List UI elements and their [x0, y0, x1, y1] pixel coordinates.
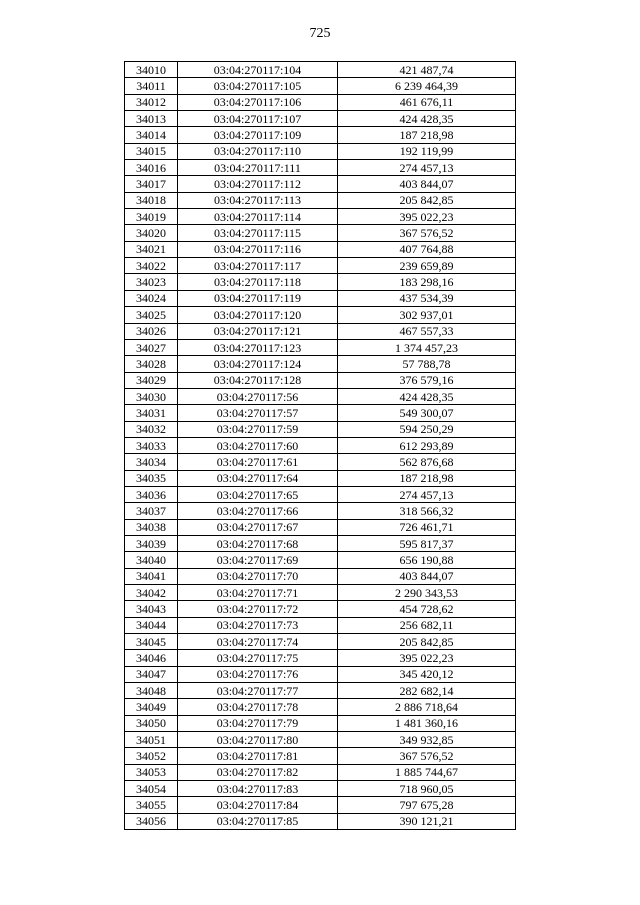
- cadastral-value-cell: 239 659,89: [338, 258, 516, 274]
- row-number-cell: 34035: [125, 470, 178, 486]
- cadastral-value-cell: 467 557,33: [338, 323, 516, 339]
- cadastral-value-cell: 403 844,07: [338, 176, 516, 192]
- cadastral-number-cell: 03:04:270117:85: [178, 813, 338, 829]
- cadastral-number-cell: 03:04:270117:61: [178, 454, 338, 470]
- cadastral-value-cell: 407 764,88: [338, 241, 516, 257]
- table-row: [125, 470, 516, 486]
- cadastral-number-cell: 03:04:270117:68: [178, 535, 338, 551]
- cadastral-number-cell: 03:04:270117:75: [178, 650, 338, 666]
- cadastral-number-cell: 03:04:270117:74: [178, 634, 338, 650]
- cadastral-value-cell: 349 932,85: [338, 732, 516, 748]
- table-row: [125, 797, 516, 813]
- cadastral-number-cell: 03:04:270117:124: [178, 356, 338, 372]
- row-number-cell: 34044: [125, 617, 178, 633]
- row-number-cell: 34016: [125, 160, 178, 176]
- cadastral-number-cell: 03:04:270117:117: [178, 258, 338, 274]
- table-row: [125, 699, 516, 715]
- cadastral-value-cell: 318 566,32: [338, 503, 516, 519]
- cadastral-number-cell: 03:04:270117:72: [178, 601, 338, 617]
- table-row: [125, 781, 516, 797]
- cadastral-value-table: [124, 61, 516, 830]
- cadastral-number-cell: 03:04:270117:59: [178, 421, 338, 437]
- row-number-cell: 34011: [125, 78, 178, 94]
- table-row: [125, 307, 516, 323]
- cadastral-number-cell: 03:04:270117:57: [178, 405, 338, 421]
- cadastral-value-cell: 1 481 360,16: [338, 715, 516, 731]
- row-number-cell: 34039: [125, 535, 178, 551]
- table-row: [125, 241, 516, 257]
- cadastral-value-cell: 454 728,62: [338, 601, 516, 617]
- row-number-cell: 34027: [125, 339, 178, 355]
- cadastral-number-cell: 03:04:270117:118: [178, 274, 338, 290]
- row-number-cell: 34033: [125, 437, 178, 453]
- row-number-cell: 34015: [125, 143, 178, 159]
- row-number-cell: 34049: [125, 699, 178, 715]
- table-row: [125, 405, 516, 421]
- cadastral-value-cell: 282 682,14: [338, 683, 516, 699]
- cadastral-value-cell: 2 886 718,64: [338, 699, 516, 715]
- row-number-cell: 34017: [125, 176, 178, 192]
- cadastral-number-cell: 03:04:270117:65: [178, 486, 338, 502]
- cadastral-number-cell: 03:04:270117:119: [178, 290, 338, 306]
- cadastral-number-cell: 03:04:270117:113: [178, 192, 338, 208]
- cadastral-value-cell: 390 121,21: [338, 813, 516, 829]
- cadastral-value-cell: 187 218,98: [338, 127, 516, 143]
- cadastral-number-cell: 03:04:270117:70: [178, 568, 338, 584]
- row-number-cell: 34048: [125, 683, 178, 699]
- row-number-cell: 34038: [125, 519, 178, 535]
- row-number-cell: 34032: [125, 421, 178, 437]
- cadastral-number-cell: 03:04:270117:123: [178, 339, 338, 355]
- cadastral-number-cell: 03:04:270117:121: [178, 323, 338, 339]
- table-row: [125, 519, 516, 535]
- row-number-cell: 34026: [125, 323, 178, 339]
- row-number-cell: 34028: [125, 356, 178, 372]
- row-number-cell: 34010: [125, 62, 178, 78]
- cadastral-number-cell: 03:04:270117:81: [178, 748, 338, 764]
- cadastral-value-cell: 205 842,85: [338, 192, 516, 208]
- table-row: [125, 568, 516, 584]
- table-row: [125, 94, 516, 110]
- cadastral-value-cell: 656 190,88: [338, 552, 516, 568]
- table-row: [125, 209, 516, 225]
- cadastral-value-cell: 594 250,29: [338, 421, 516, 437]
- table-row: [125, 617, 516, 633]
- row-number-cell: 34046: [125, 650, 178, 666]
- cadastral-value-cell: 1 374 457,23: [338, 339, 516, 355]
- cadastral-value-cell: 726 461,71: [338, 519, 516, 535]
- cadastral-number-cell: 03:04:270117:71: [178, 585, 338, 601]
- cadastral-number-cell: 03:04:270117:56: [178, 388, 338, 404]
- cadastral-number-cell: 03:04:270117:78: [178, 699, 338, 715]
- table-row: [125, 585, 516, 601]
- table-row: [125, 176, 516, 192]
- cadastral-number-cell: 03:04:270117:116: [178, 241, 338, 257]
- row-number-cell: 34055: [125, 797, 178, 813]
- cadastral-value-cell: 562 876,68: [338, 454, 516, 470]
- table-row: [125, 454, 516, 470]
- row-number-cell: 34012: [125, 94, 178, 110]
- row-number-cell: 34025: [125, 307, 178, 323]
- cadastral-number-cell: 03:04:270117:115: [178, 225, 338, 241]
- table-body: [125, 62, 516, 830]
- row-number-cell: 34051: [125, 732, 178, 748]
- table-row: [125, 339, 516, 355]
- row-number-cell: 34019: [125, 209, 178, 225]
- row-number-cell: 34056: [125, 813, 178, 829]
- cadastral-value-cell: 1 885 744,67: [338, 764, 516, 780]
- row-number-cell: 34014: [125, 127, 178, 143]
- cadastral-number-cell: 03:04:270117:67: [178, 519, 338, 535]
- cadastral-number-cell: 03:04:270117:111: [178, 160, 338, 176]
- table-row: [125, 634, 516, 650]
- row-number-cell: 34050: [125, 715, 178, 731]
- row-number-cell: 34042: [125, 585, 178, 601]
- table-row: [125, 486, 516, 502]
- row-number-cell: 34013: [125, 111, 178, 127]
- row-number-cell: 34036: [125, 486, 178, 502]
- table-row: [125, 372, 516, 388]
- cadastral-number-cell: 03:04:270117:77: [178, 683, 338, 699]
- row-number-cell: 34052: [125, 748, 178, 764]
- cadastral-value-cell: 183 298,16: [338, 274, 516, 290]
- table-row: [125, 323, 516, 339]
- cadastral-value-cell: 57 788,78: [338, 356, 516, 372]
- row-number-cell: 34034: [125, 454, 178, 470]
- cadastral-number-cell: 03:04:270117:83: [178, 781, 338, 797]
- cadastral-value-cell: 549 300,07: [338, 405, 516, 421]
- table-row: [125, 258, 516, 274]
- table-row: [125, 601, 516, 617]
- table-row: [125, 356, 516, 372]
- cadastral-number-cell: 03:04:270117:112: [178, 176, 338, 192]
- cadastral-value-cell: 421 487,74: [338, 62, 516, 78]
- cadastral-value-cell: 6 239 464,39: [338, 78, 516, 94]
- table-row: [125, 748, 516, 764]
- cadastral-value-cell: 192 119,99: [338, 143, 516, 159]
- table-row: [125, 813, 516, 829]
- cadastral-value-cell: 376 579,16: [338, 372, 516, 388]
- row-number-cell: 34020: [125, 225, 178, 241]
- table-row: [125, 192, 516, 208]
- cadastral-number-cell: 03:04:270117:105: [178, 78, 338, 94]
- table-row: [125, 274, 516, 290]
- cadastral-value-cell: 274 457,13: [338, 486, 516, 502]
- row-number-cell: 34045: [125, 634, 178, 650]
- cadastral-value-cell: 424 428,35: [338, 388, 516, 404]
- cadastral-value-cell: 367 576,52: [338, 225, 516, 241]
- table-row: [125, 388, 516, 404]
- table-row: [125, 78, 516, 94]
- cadastral-value-cell: 797 675,28: [338, 797, 516, 813]
- cadastral-value-cell: 274 457,13: [338, 160, 516, 176]
- table-row: [125, 683, 516, 699]
- cadastral-value-cell: 437 534,39: [338, 290, 516, 306]
- cadastral-number-cell: 03:04:270117:79: [178, 715, 338, 731]
- cadastral-number-cell: 03:04:270117:80: [178, 732, 338, 748]
- table-row: [125, 160, 516, 176]
- table-row: [125, 764, 516, 780]
- cadastral-number-cell: 03:04:270117:73: [178, 617, 338, 633]
- row-number-cell: 34037: [125, 503, 178, 519]
- cadastral-number-cell: 03:04:270117:120: [178, 307, 338, 323]
- row-number-cell: 34053: [125, 764, 178, 780]
- cadastral-value-cell: 345 420,12: [338, 666, 516, 682]
- table-row: [125, 421, 516, 437]
- row-number-cell: 34029: [125, 372, 178, 388]
- cadastral-value-cell: 302 937,01: [338, 307, 516, 323]
- cadastral-value-cell: 424 428,35: [338, 111, 516, 127]
- cadastral-value-cell: 205 842,85: [338, 634, 516, 650]
- row-number-cell: 34054: [125, 781, 178, 797]
- table-row: [125, 503, 516, 519]
- table-row: [125, 666, 516, 682]
- row-number-cell: 34040: [125, 552, 178, 568]
- table-row: [125, 127, 516, 143]
- table-row: [125, 290, 516, 306]
- row-number-cell: 34030: [125, 388, 178, 404]
- table-row: [125, 552, 516, 568]
- cadastral-number-cell: 03:04:270117:128: [178, 372, 338, 388]
- cadastral-value-cell: 187 218,98: [338, 470, 516, 486]
- cadastral-number-cell: 03:04:270117:84: [178, 797, 338, 813]
- cadastral-number-cell: 03:04:270117:110: [178, 143, 338, 159]
- cadastral-value-cell: 461 676,11: [338, 94, 516, 110]
- cadastral-number-cell: 03:04:270117:64: [178, 470, 338, 486]
- table-row: [125, 732, 516, 748]
- table-row: [125, 143, 516, 159]
- cadastral-value-cell: 367 576,52: [338, 748, 516, 764]
- table-row: [125, 437, 516, 453]
- cadastral-value-cell: 395 022,23: [338, 209, 516, 225]
- row-number-cell: 34031: [125, 405, 178, 421]
- cadastral-value-cell: 2 290 343,53: [338, 585, 516, 601]
- cadastral-value-cell: 718 960,05: [338, 781, 516, 797]
- cadastral-number-cell: 03:04:270117:106: [178, 94, 338, 110]
- table-row: [125, 62, 516, 78]
- table-row: [125, 650, 516, 666]
- cadastral-number-cell: 03:04:270117:60: [178, 437, 338, 453]
- row-number-cell: 34021: [125, 241, 178, 257]
- cadastral-number-cell: 03:04:270117:104: [178, 62, 338, 78]
- cadastral-value-cell: 403 844,07: [338, 568, 516, 584]
- cadastral-number-cell: 03:04:270117:76: [178, 666, 338, 682]
- cadastral-number-cell: 03:04:270117:114: [178, 209, 338, 225]
- row-number-cell: 34022: [125, 258, 178, 274]
- row-number-cell: 34047: [125, 666, 178, 682]
- cadastral-value-cell: 395 022,23: [338, 650, 516, 666]
- cadastral-number-cell: 03:04:270117:69: [178, 552, 338, 568]
- cadastral-number-cell: 03:04:270117:109: [178, 127, 338, 143]
- table-row: [125, 535, 516, 551]
- cadastral-value-cell: 595 817,37: [338, 535, 516, 551]
- row-number-cell: 34041: [125, 568, 178, 584]
- cadastral-value-cell: 612 293,89: [338, 437, 516, 453]
- table-row: [125, 715, 516, 731]
- cadastral-number-cell: 03:04:270117:107: [178, 111, 338, 127]
- row-number-cell: 34018: [125, 192, 178, 208]
- row-number-cell: 34023: [125, 274, 178, 290]
- cadastral-number-cell: 03:04:270117:66: [178, 503, 338, 519]
- row-number-cell: 34043: [125, 601, 178, 617]
- table-row: [125, 111, 516, 127]
- page-number: 725: [309, 26, 331, 41]
- table-row: [125, 225, 516, 241]
- cadastral-value-cell: 256 682,11: [338, 617, 516, 633]
- cadastral-number-cell: 03:04:270117:82: [178, 764, 338, 780]
- row-number-cell: 34024: [125, 290, 178, 306]
